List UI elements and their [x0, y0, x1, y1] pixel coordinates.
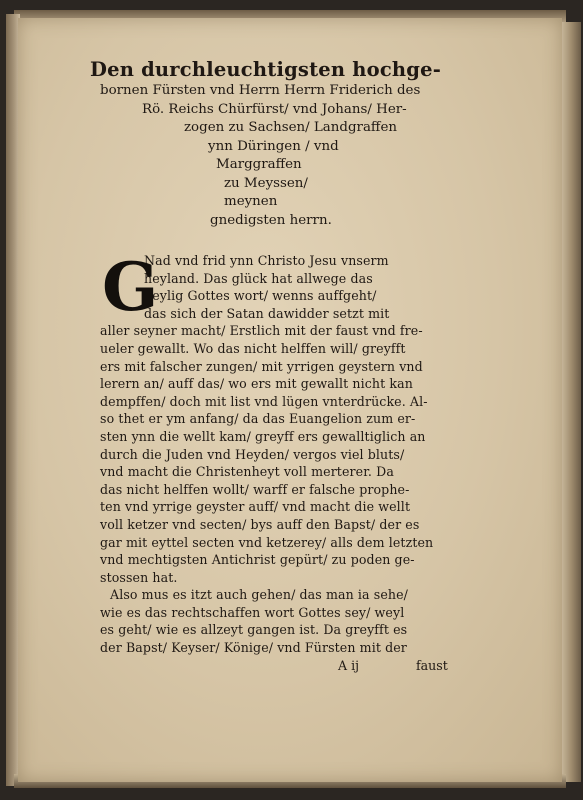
body-line: das sich der Satan dawidder setzt mit: [144, 305, 390, 321]
heading-line: bornen Fürsten vnd Herrn Herrn Friderich des: [100, 83, 421, 98]
body-line: voll ketzer vnd secten/ bys auff den Bapst/ der es: [100, 516, 420, 532]
body-line: so thet er ym anfang/ da das Euangelion zum er-: [100, 411, 416, 427]
heading-line: Den durchleuchtigsten hochge-: [90, 58, 442, 81]
decorated-initial: G: [102, 248, 159, 326]
body-line: es geht/ wie es allzeyt gangen ist. Da greyfft es: [100, 622, 408, 638]
catchword: faust: [416, 657, 448, 673]
body-text: [80, 248, 480, 675]
body-line: sten ynn die wellt kam/ greyff ers gewalltiglich an: [100, 428, 426, 444]
body-line: heylig Gottes wort/ wenns auffgeht/: [144, 288, 377, 304]
signature-mark: A ij: [338, 657, 360, 673]
body-line: vnd macht die Christenheyt voll merterer. Da: [100, 464, 394, 480]
body-line: vnd mechtigsten Antichrist gepürt/ zu poden ge-: [100, 552, 415, 568]
body-line: aller seyner macht/ Erstlich mit der faust vnd fre-: [100, 323, 423, 339]
body-line: durch die Juden vnd Heyden/ vergos viel bluts/: [100, 446, 405, 462]
body-line: lerern an/ auff das/ wo ers mit gewallt nicht kan: [100, 376, 413, 392]
heading-line: Marggraffen: [216, 157, 302, 172]
body-line: das nicht helffen wollt/ warff er falsche prophe-: [100, 481, 410, 497]
heading-line: zogen zu Sachsen/ Landgraffen: [184, 120, 397, 135]
body-line: ueler gewallt. Wo das nicht helffen will/ greyfft: [100, 340, 406, 356]
page-edge-right: [561, 22, 581, 782]
heading-line: meynen: [224, 194, 278, 209]
text-block: [80, 58, 480, 675]
body-line: ten vnd yrrige geyster auff/ vnd macht die wellt: [100, 499, 411, 515]
body-line: heyland. Das glück hat allwege das: [144, 270, 373, 286]
body-line: Nad vnd frid ynn Christo Jesu vnserm: [144, 253, 389, 268]
body-line: Also mus es itzt auch gehen/ das man ia sehe/: [110, 587, 408, 603]
body-line: wie es das rechtschaffen wort Gottes sey/ weyl: [100, 604, 405, 620]
body-line: gar mit eyttel secten vnd ketzerey/ alls dem letzten: [100, 534, 434, 550]
heading-line: ynn Düringen / vnd: [208, 138, 339, 154]
paper-page: [18, 18, 562, 782]
body-line: dempffen/ doch mit list vnd lügen vnterdrücke. Al-: [100, 393, 428, 409]
page-footer: [100, 657, 480, 675]
body-line: stossen hat.: [100, 569, 178, 585]
body-line: ers mit falscher zungen/ mit yrrigen geystern vnd: [100, 358, 423, 374]
heading-line: zu Meyssen/: [224, 175, 308, 191]
heading-line: Rö. Reichs Chürfürst/ vnd Johans/ Her-: [142, 101, 407, 117]
body-line: der Bapst/ Keyser/ Könige/ vnd Fürsten mit der: [100, 640, 407, 656]
dedication-heading: [80, 58, 480, 230]
heading-line: gnedigsten herrn.: [210, 212, 332, 228]
